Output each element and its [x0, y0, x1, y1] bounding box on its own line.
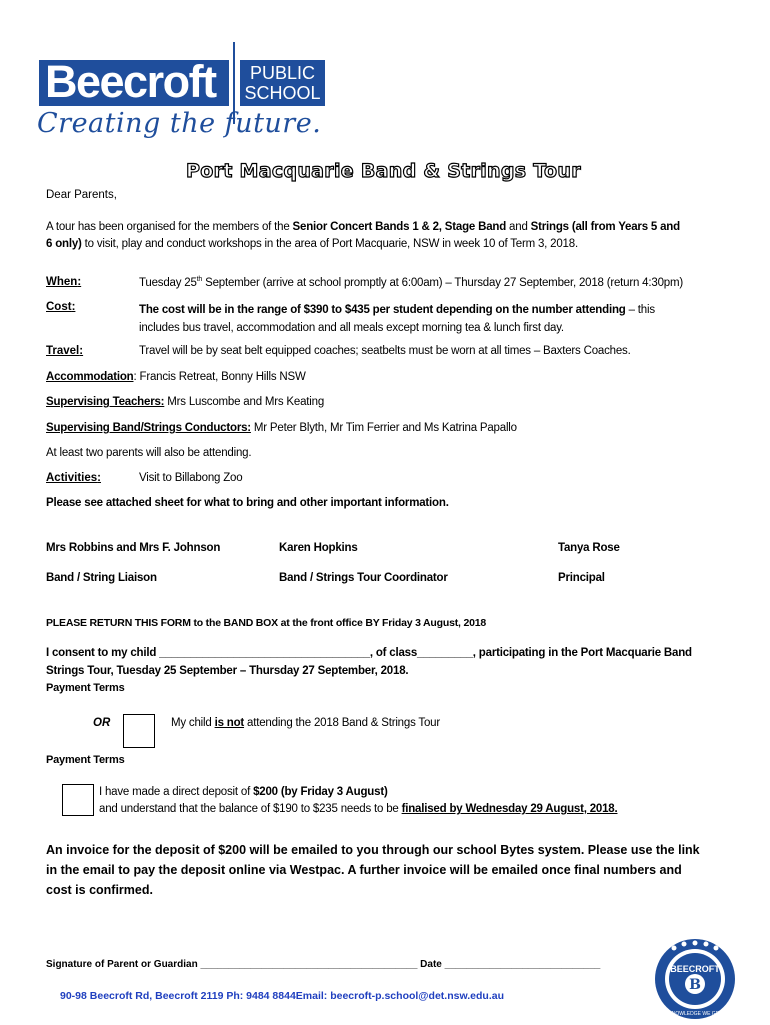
activities-value: Visit to Billabong Zoo — [139, 472, 243, 484]
or-label: OR — [93, 717, 111, 729]
consent-line2: Strings Tour, Tuesday 25 September – Thursday 27 September, 2018. — [46, 664, 409, 677]
not-attending-text: My child is not attending the 2018 Band & Strings Tour — [171, 717, 440, 729]
logo-name: Beecroft — [45, 56, 216, 107]
consent-line1: I consent to my child __________________________________, of class_________, participating in the Port Macquarie Band — [46, 647, 692, 659]
signatory-1-role: Band / String Liaison — [46, 572, 157, 584]
accommodation-row: Accommodation: Francis Retreat, Bonny Hills NSW — [46, 371, 306, 383]
travel-label: Travel: — [46, 345, 84, 357]
crest-text-top: BEECROFT — [670, 964, 720, 974]
signatory-2-name: Karen Hopkins — [279, 542, 358, 554]
conductors-row: Supervising Band/Strings Conductors: Mr Peter Blyth, Mr Tim Ferrier and Ms Katrina Papallo — [46, 422, 517, 434]
return-note: PLEASE RETURN THIS FORM to the BAND BOX at the front office BY Friday 3 August, 2018 — [46, 617, 486, 629]
not-attending-checkbox[interactable] — [123, 714, 155, 748]
payment-terms-label-2: Payment Terms — [46, 754, 125, 766]
consent-block — [46, 645, 746, 698]
invoice-line3: cost is confirmed. — [46, 883, 153, 897]
signature-label: Signature of Parent or Guardian — [46, 959, 198, 970]
invoice-note — [46, 840, 746, 900]
signatory-2-role: Band / Strings Tour Coordinator — [279, 572, 448, 584]
intro-and: and — [506, 221, 531, 233]
travel-value: Travel will be by seat belt equipped coaches; seatbelts must be worn at all times – Baxters Coaches. — [139, 345, 631, 357]
when-label: When: — [46, 276, 82, 288]
date-label: Date — [420, 959, 442, 970]
logo-tagline: Creating the future. — [37, 108, 322, 139]
invoice-line2: in the email to pay the deposit online via Westpac. A further invoice will be emailed once final numbers and — [46, 863, 682, 877]
signatory-3-role: Principal — [558, 572, 605, 584]
when-value: Tuesday 25th September (arrive at school promptly at 6:00am) – Thursday 27 September, 2018 (return 4:30pm) — [139, 276, 683, 289]
crest-monogram: B — [689, 977, 701, 993]
deposit-checkbox[interactable] — [62, 784, 94, 816]
logo-school: SCHOOL — [244, 83, 321, 103]
invoice-line1: An invoice for the deposit of $200 will be emailed to you through our school Bytes system. Please use the link — [46, 843, 700, 857]
signatory-1-name: Mrs Robbins and Mrs F. Johnson — [46, 542, 221, 554]
intro-bands: Senior Concert Bands 1 & 2, Stage Band — [292, 221, 507, 233]
teachers-row: Supervising Teachers: Mrs Luscombe and Mrs Keating — [46, 396, 325, 408]
intro-paragraph — [46, 219, 736, 253]
payment-terms-label: Payment Terms — [46, 682, 125, 694]
signature-field[interactable]: _______________________________________ — [197, 959, 421, 970]
logo-name-block — [39, 56, 229, 107]
logo-public: PUBLIC — [249, 63, 316, 83]
activities-label: Activities: — [46, 472, 101, 484]
signature-row — [46, 959, 600, 970]
crest-icon — [652, 936, 738, 1022]
signatory-3-name: Tanya Rose — [558, 542, 620, 554]
salutation: Dear Parents, — [46, 189, 117, 201]
intro-years: 6 only) — [46, 238, 82, 250]
footer-address: 90-98 Beecroft Rd, Beecroft 2119 Ph: 9484 8844Email: beecroft-p.school@det.nsw.edu.au — [60, 990, 504, 1002]
deposit-text: I have made a direct deposit of $200 (by Friday 3 August) and understand that the balance of $190 to $235 needs to be finalised by Wednesday 29 August, 2018. — [99, 786, 618, 815]
page-title: Port Macquarie Band & Strings Tour — [186, 160, 581, 182]
date-field[interactable]: ____________________________ — [441, 959, 601, 970]
parents-note: At least two parents will also be attending. — [46, 447, 252, 459]
intro-line2: to visit, play and conduct workshops in the area of Port Macquarie, NSW in week 10 of Term 3, 2018. — [81, 238, 578, 250]
intro-strings: Strings (all from Years 5 and — [530, 221, 680, 233]
cost-value: The cost will be in the range of $390 to $435 per student depending on the number attending – this includes bus travel, accommodation and all meals except morning tea & lunch first day. — [139, 304, 655, 334]
school-crest — [652, 936, 738, 1022]
cost-label: Cost: — [46, 301, 76, 313]
crest-text-bottom: IN KNOWLEDGE WE GROW — [662, 1011, 728, 1017]
attached-note: Please see attached sheet for what to bring and other important information. — [46, 497, 449, 509]
intro-text: A tour has been organised for the members of the — [46, 221, 293, 233]
logo-public-school-block — [240, 60, 325, 106]
